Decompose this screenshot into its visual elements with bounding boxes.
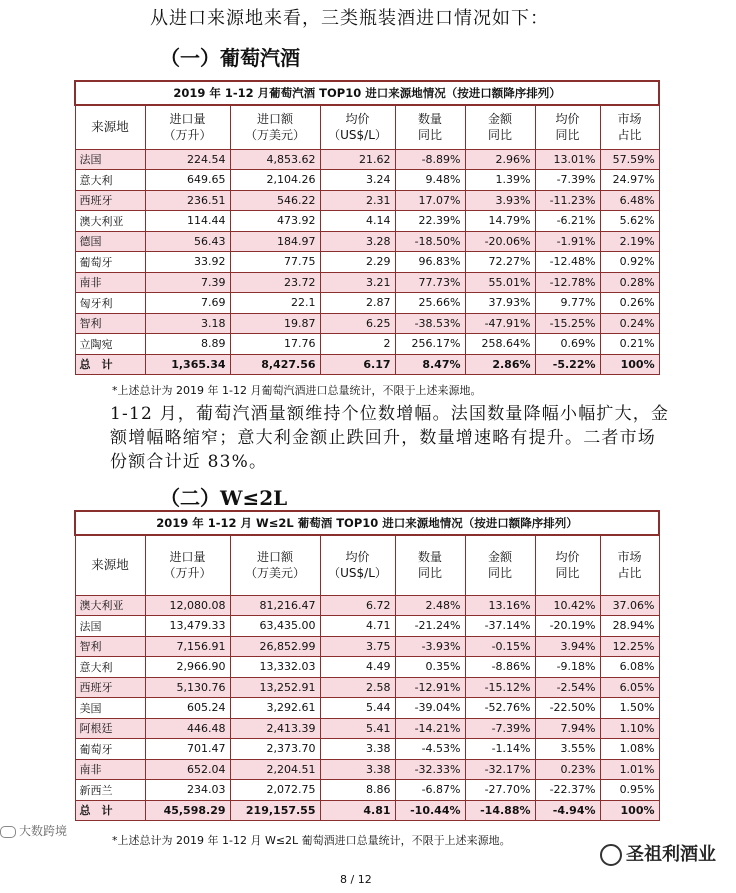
table-row <box>75 739 659 760</box>
value-cell: 6.05% <box>600 677 659 698</box>
column-header-line2: 同比 <box>417 566 442 581</box>
value-cell: -8.89% <box>395 149 465 170</box>
value-cell: 4.14 <box>320 211 395 232</box>
value-cell: 13.01% <box>535 149 600 170</box>
column-header-line2: （万美元） <box>244 128 305 143</box>
table-row <box>75 231 659 252</box>
table-row <box>75 149 659 170</box>
value-cell: 13,252.91 <box>230 677 320 698</box>
value-cell: 256.17% <box>395 334 465 355</box>
watermark-left <box>0 822 67 839</box>
table2-note: *上述总计为 2019 年 1-12 月 W≤2L 葡萄酒进口总量统计，不限于上述来源地。 <box>112 834 511 847</box>
value-cell: 25.66% <box>395 293 465 314</box>
value-cell: 1.50% <box>600 698 659 719</box>
column-header <box>320 105 395 149</box>
section1-title: （一）葡萄汽酒 <box>160 46 300 70</box>
value-cell: 13,479.33 <box>145 616 230 637</box>
value-cell: 2.48% <box>395 595 465 616</box>
column-header <box>465 535 535 595</box>
value-cell: 14.79% <box>465 211 535 232</box>
value-cell: 0.24% <box>600 313 659 334</box>
value-cell: 17.07% <box>395 190 465 211</box>
value-cell: 3.38 <box>320 759 395 780</box>
table-row <box>75 616 659 637</box>
value-cell: 19.87 <box>230 313 320 334</box>
column-header-line1: 均价 <box>555 550 580 565</box>
value-cell: 12,080.08 <box>145 595 230 616</box>
value-cell: 2.31 <box>320 190 395 211</box>
value-cell: 2.29 <box>320 252 395 273</box>
value-cell: -18.50% <box>395 231 465 252</box>
watermark-right <box>600 840 716 866</box>
value-cell: 2.87 <box>320 293 395 314</box>
value-cell: 3.38 <box>320 739 395 760</box>
total-value: 1,365.34 <box>145 354 230 375</box>
column-header-line2: 同比 <box>487 566 512 581</box>
value-cell: -32.17% <box>465 759 535 780</box>
value-cell: 96.83% <box>395 252 465 273</box>
value-cell: -3.93% <box>395 636 465 657</box>
column-header <box>535 105 600 149</box>
value-cell: 236.51 <box>145 190 230 211</box>
value-cell: 0.28% <box>600 272 659 293</box>
column-header-line1: 市场 <box>617 112 642 127</box>
value-cell: 28.94% <box>600 616 659 637</box>
value-cell: 5.41 <box>320 718 395 739</box>
table-title-row <box>75 511 659 535</box>
value-cell: 3.18 <box>145 313 230 334</box>
column-header-line1: 市场 <box>617 550 642 565</box>
value-cell: 1.08% <box>600 739 659 760</box>
table-row <box>75 293 659 314</box>
value-cell: 2,373.70 <box>230 739 320 760</box>
value-cell: 22.39% <box>395 211 465 232</box>
value-cell: 81,216.47 <box>230 595 320 616</box>
value-cell: 2 <box>320 334 395 355</box>
value-cell: -7.39% <box>535 170 600 191</box>
column-header-line2: （US$/L） <box>328 566 387 581</box>
value-cell: 63,435.00 <box>230 616 320 637</box>
column-header-line1: 进口额 <box>256 550 293 565</box>
column-header-line1: 金额 <box>487 112 512 127</box>
value-cell: 2.19% <box>600 231 659 252</box>
origin-cell: 南非 <box>75 759 145 780</box>
value-cell: 3.24 <box>320 170 395 191</box>
value-cell: -15.25% <box>535 313 600 334</box>
table-row <box>75 170 659 191</box>
table-row <box>75 252 659 273</box>
origin-cell: 南非 <box>75 272 145 293</box>
value-cell: 7,156.91 <box>145 636 230 657</box>
value-cell: 72.27% <box>465 252 535 273</box>
value-cell: 7.94% <box>535 718 600 739</box>
value-cell: -22.50% <box>535 698 600 719</box>
value-cell: 55.01% <box>465 272 535 293</box>
value-cell: -20.19% <box>535 616 600 637</box>
column-header-line2: 同比 <box>555 566 580 581</box>
total-row <box>75 800 659 821</box>
table-title: 2019 年 1-12 月 W≤2L 葡萄酒 TOP10 进口来源地情况（按进口额降序排列） <box>75 511 659 535</box>
value-cell: 0.69% <box>535 334 600 355</box>
value-cell: 701.47 <box>145 739 230 760</box>
column-header <box>145 105 230 149</box>
column-header <box>600 535 659 595</box>
value-cell: 446.48 <box>145 718 230 739</box>
column-header <box>465 105 535 149</box>
origin-cell: 新西兰 <box>75 780 145 801</box>
value-cell: 3.75 <box>320 636 395 657</box>
value-cell: -27.70% <box>465 780 535 801</box>
wechat-icon <box>600 844 622 866</box>
value-cell: 10.42% <box>535 595 600 616</box>
table-row <box>75 759 659 780</box>
total-value: 100% <box>600 354 659 375</box>
value-cell: -1.14% <box>465 739 535 760</box>
column-header-line1: 数量 <box>417 550 442 565</box>
origin-cell: 意大利 <box>75 657 145 678</box>
intro-text: 从进口来源地来看，三类瓶装酒进口情况如下： <box>150 8 549 29</box>
column-header <box>395 105 465 149</box>
value-cell: -47.91% <box>465 313 535 334</box>
value-cell: 4.71 <box>320 616 395 637</box>
total-value: 8.47% <box>395 354 465 375</box>
total-value: -14.88% <box>465 800 535 821</box>
column-header-line1: 均价 <box>345 550 370 565</box>
origin-cell: 意大利 <box>75 170 145 191</box>
total-value: 4.81 <box>320 800 395 821</box>
column-header <box>145 535 230 595</box>
value-cell: 5,130.76 <box>145 677 230 698</box>
value-cell: -4.53% <box>395 739 465 760</box>
total-value: 2.86% <box>465 354 535 375</box>
column-header-line1: 进口量 <box>169 112 206 127</box>
value-cell: -37.14% <box>465 616 535 637</box>
origin-cell: 德国 <box>75 231 145 252</box>
value-cell: 33.92 <box>145 252 230 273</box>
value-cell: 6.25 <box>320 313 395 334</box>
value-cell: 17.76 <box>230 334 320 355</box>
column-header-line2: 同比 <box>487 128 512 143</box>
column-header-line2: 同比 <box>555 128 580 143</box>
origin-cell: 阿根廷 <box>75 718 145 739</box>
origin-cell: 西班牙 <box>75 677 145 698</box>
analysis-paragraph: 1-12 月，葡萄汽酒量额维持个位数增幅。法国数量降幅小幅扩大，金额增幅略缩窄；意大利金额止跌回升，数量增速略有提升。二者市场份额合计近 83%。 <box>110 404 670 472</box>
value-cell: 3.93% <box>465 190 535 211</box>
value-cell: 473.92 <box>230 211 320 232</box>
column-header <box>320 535 395 595</box>
origin-cell: 美国 <box>75 698 145 719</box>
bottled-wine-table <box>74 510 660 821</box>
value-cell: 0.95% <box>600 780 659 801</box>
value-cell: 0.23% <box>535 759 600 780</box>
column-header <box>395 535 465 595</box>
watermark-right-text: 圣祖利酒业 <box>626 844 716 865</box>
value-cell: 56.43 <box>145 231 230 252</box>
value-cell: 8.89 <box>145 334 230 355</box>
column-header-line2: 占比 <box>617 128 642 143</box>
value-cell: 0.35% <box>395 657 465 678</box>
value-cell: 234.03 <box>145 780 230 801</box>
column-header-line2: （US$/L） <box>328 128 387 143</box>
value-cell: 3,292.61 <box>230 698 320 719</box>
value-cell: 652.04 <box>145 759 230 780</box>
value-cell: 6.08% <box>600 657 659 678</box>
value-cell: 114.44 <box>145 211 230 232</box>
value-cell: -14.21% <box>395 718 465 739</box>
total-value: 8,427.56 <box>230 354 320 375</box>
table-header-row <box>75 535 659 595</box>
table-row <box>75 657 659 678</box>
origin-cell: 葡萄牙 <box>75 252 145 273</box>
sparkling-wine-table <box>74 80 660 375</box>
value-cell: 3.21 <box>320 272 395 293</box>
value-cell: -9.18% <box>535 657 600 678</box>
value-cell: 6.48% <box>600 190 659 211</box>
origin-cell: 葡萄牙 <box>75 739 145 760</box>
column-header <box>600 105 659 149</box>
page-number: 8 / 12 <box>340 873 372 886</box>
total-value: 219,157.55 <box>230 800 320 821</box>
value-cell: 22.1 <box>230 293 320 314</box>
value-cell: 224.54 <box>145 149 230 170</box>
value-cell: 4.49 <box>320 657 395 678</box>
value-cell: -7.39% <box>465 718 535 739</box>
column-header-line1: 金额 <box>487 550 512 565</box>
value-cell: -38.53% <box>395 313 465 334</box>
value-cell: -21.24% <box>395 616 465 637</box>
column-header-line2: （万美元） <box>244 566 305 581</box>
value-cell: -1.91% <box>535 231 600 252</box>
value-cell: 37.06% <box>600 595 659 616</box>
value-cell: -32.33% <box>395 759 465 780</box>
value-cell: -20.06% <box>465 231 535 252</box>
value-cell: 546.22 <box>230 190 320 211</box>
value-cell: -12.91% <box>395 677 465 698</box>
value-cell: 3.94% <box>535 636 600 657</box>
table-row <box>75 595 659 616</box>
value-cell: -6.87% <box>395 780 465 801</box>
origin-cell: 立陶宛 <box>75 334 145 355</box>
value-cell: -52.76% <box>465 698 535 719</box>
origin-cell: 西班牙 <box>75 190 145 211</box>
value-cell: 0.21% <box>600 334 659 355</box>
value-cell: 2,204.51 <box>230 759 320 780</box>
value-cell: 2.96% <box>465 149 535 170</box>
value-cell: 13.16% <box>465 595 535 616</box>
value-cell: 21.62 <box>320 149 395 170</box>
column-header <box>230 535 320 595</box>
column-header <box>230 105 320 149</box>
table-row <box>75 313 659 334</box>
value-cell: -11.23% <box>535 190 600 211</box>
value-cell: 0.26% <box>600 293 659 314</box>
value-cell: 5.44 <box>320 698 395 719</box>
value-cell: 57.59% <box>600 149 659 170</box>
section2-title: （二）W≤2L <box>160 486 288 510</box>
column-header-line2: （万升） <box>163 128 212 143</box>
value-cell: 23.72 <box>230 272 320 293</box>
value-cell: 2,072.75 <box>230 780 320 801</box>
value-cell: 184.97 <box>230 231 320 252</box>
column-header-line1: 进口额 <box>256 112 293 127</box>
value-cell: 0.92% <box>600 252 659 273</box>
column-header <box>75 105 145 149</box>
origin-cell: 澳大利亚 <box>75 211 145 232</box>
column-header-line2: 占比 <box>617 566 642 581</box>
value-cell: 37.93% <box>465 293 535 314</box>
value-cell: 605.24 <box>145 698 230 719</box>
value-cell: 1.01% <box>600 759 659 780</box>
table-row <box>75 272 659 293</box>
value-cell: 77.73% <box>395 272 465 293</box>
value-cell: -12.48% <box>535 252 600 273</box>
value-cell: 26,852.99 <box>230 636 320 657</box>
table-header-row <box>75 105 659 149</box>
total-row <box>75 354 659 375</box>
table-row <box>75 677 659 698</box>
value-cell: 9.77% <box>535 293 600 314</box>
value-cell: -6.21% <box>535 211 600 232</box>
value-cell: 2,966.90 <box>145 657 230 678</box>
total-value: 6.17 <box>320 354 395 375</box>
value-cell: 5.62% <box>600 211 659 232</box>
value-cell: 649.65 <box>145 170 230 191</box>
value-cell: 3.28 <box>320 231 395 252</box>
total-value: 45,598.29 <box>145 800 230 821</box>
value-cell: -2.54% <box>535 677 600 698</box>
value-cell: 1.39% <box>465 170 535 191</box>
total-value: -4.94% <box>535 800 600 821</box>
column-header-line1: 均价 <box>345 112 370 127</box>
value-cell: 258.64% <box>465 334 535 355</box>
table1-note: *上述总计为 2019 年 1-12 月葡萄汽酒进口总量统计，不限于上述来源地。 <box>112 384 482 397</box>
brand-logo-icon <box>0 826 16 838</box>
value-cell: -12.78% <box>535 272 600 293</box>
value-cell: 1.10% <box>600 718 659 739</box>
total-label: 总 计 <box>75 800 145 821</box>
origin-cell: 智利 <box>75 313 145 334</box>
value-cell: 13,332.03 <box>230 657 320 678</box>
value-cell: 7.39 <box>145 272 230 293</box>
watermark-left-text: 大数跨境 <box>19 824 68 838</box>
value-cell: 12.25% <box>600 636 659 657</box>
column-header-line2: （万升） <box>163 566 212 581</box>
value-cell: -0.15% <box>465 636 535 657</box>
value-cell: 6.72 <box>320 595 395 616</box>
value-cell: 2.58 <box>320 677 395 698</box>
total-value: -5.22% <box>535 354 600 375</box>
table-row <box>75 718 659 739</box>
column-header-line1: 均价 <box>555 112 580 127</box>
value-cell: 4,853.62 <box>230 149 320 170</box>
total-value: 100% <box>600 800 659 821</box>
value-cell: -39.04% <box>395 698 465 719</box>
table-row <box>75 780 659 801</box>
column-header <box>75 535 145 595</box>
origin-cell: 智利 <box>75 636 145 657</box>
value-cell: 2,413.39 <box>230 718 320 739</box>
value-cell: 3.55% <box>535 739 600 760</box>
origin-cell: 匈牙利 <box>75 293 145 314</box>
table-title-row <box>75 81 659 105</box>
column-header-line2: 同比 <box>417 128 442 143</box>
table-row <box>75 636 659 657</box>
column-header-line1: 来源地 <box>91 119 129 135</box>
origin-cell: 法国 <box>75 616 145 637</box>
column-header-line1: 数量 <box>417 112 442 127</box>
value-cell: 7.69 <box>145 293 230 314</box>
value-cell: 24.97% <box>600 170 659 191</box>
value-cell: 2,104.26 <box>230 170 320 191</box>
table-title: 2019 年 1-12 月葡萄汽酒 TOP10 进口来源地情况（按进口额降序排列） <box>75 81 659 105</box>
column-header <box>535 535 600 595</box>
table-row <box>75 698 659 719</box>
total-value: -10.44% <box>395 800 465 821</box>
table-row <box>75 334 659 355</box>
value-cell: -22.37% <box>535 780 600 801</box>
value-cell: -8.86% <box>465 657 535 678</box>
column-header-line1: 进口量 <box>169 550 206 565</box>
table-row <box>75 190 659 211</box>
value-cell: 77.75 <box>230 252 320 273</box>
value-cell: 9.48% <box>395 170 465 191</box>
column-header-line1: 来源地 <box>91 557 129 573</box>
table-row <box>75 211 659 232</box>
origin-cell: 澳大利亚 <box>75 595 145 616</box>
value-cell: 8.86 <box>320 780 395 801</box>
total-label: 总 计 <box>75 354 145 375</box>
origin-cell: 法国 <box>75 149 145 170</box>
value-cell: -15.12% <box>465 677 535 698</box>
